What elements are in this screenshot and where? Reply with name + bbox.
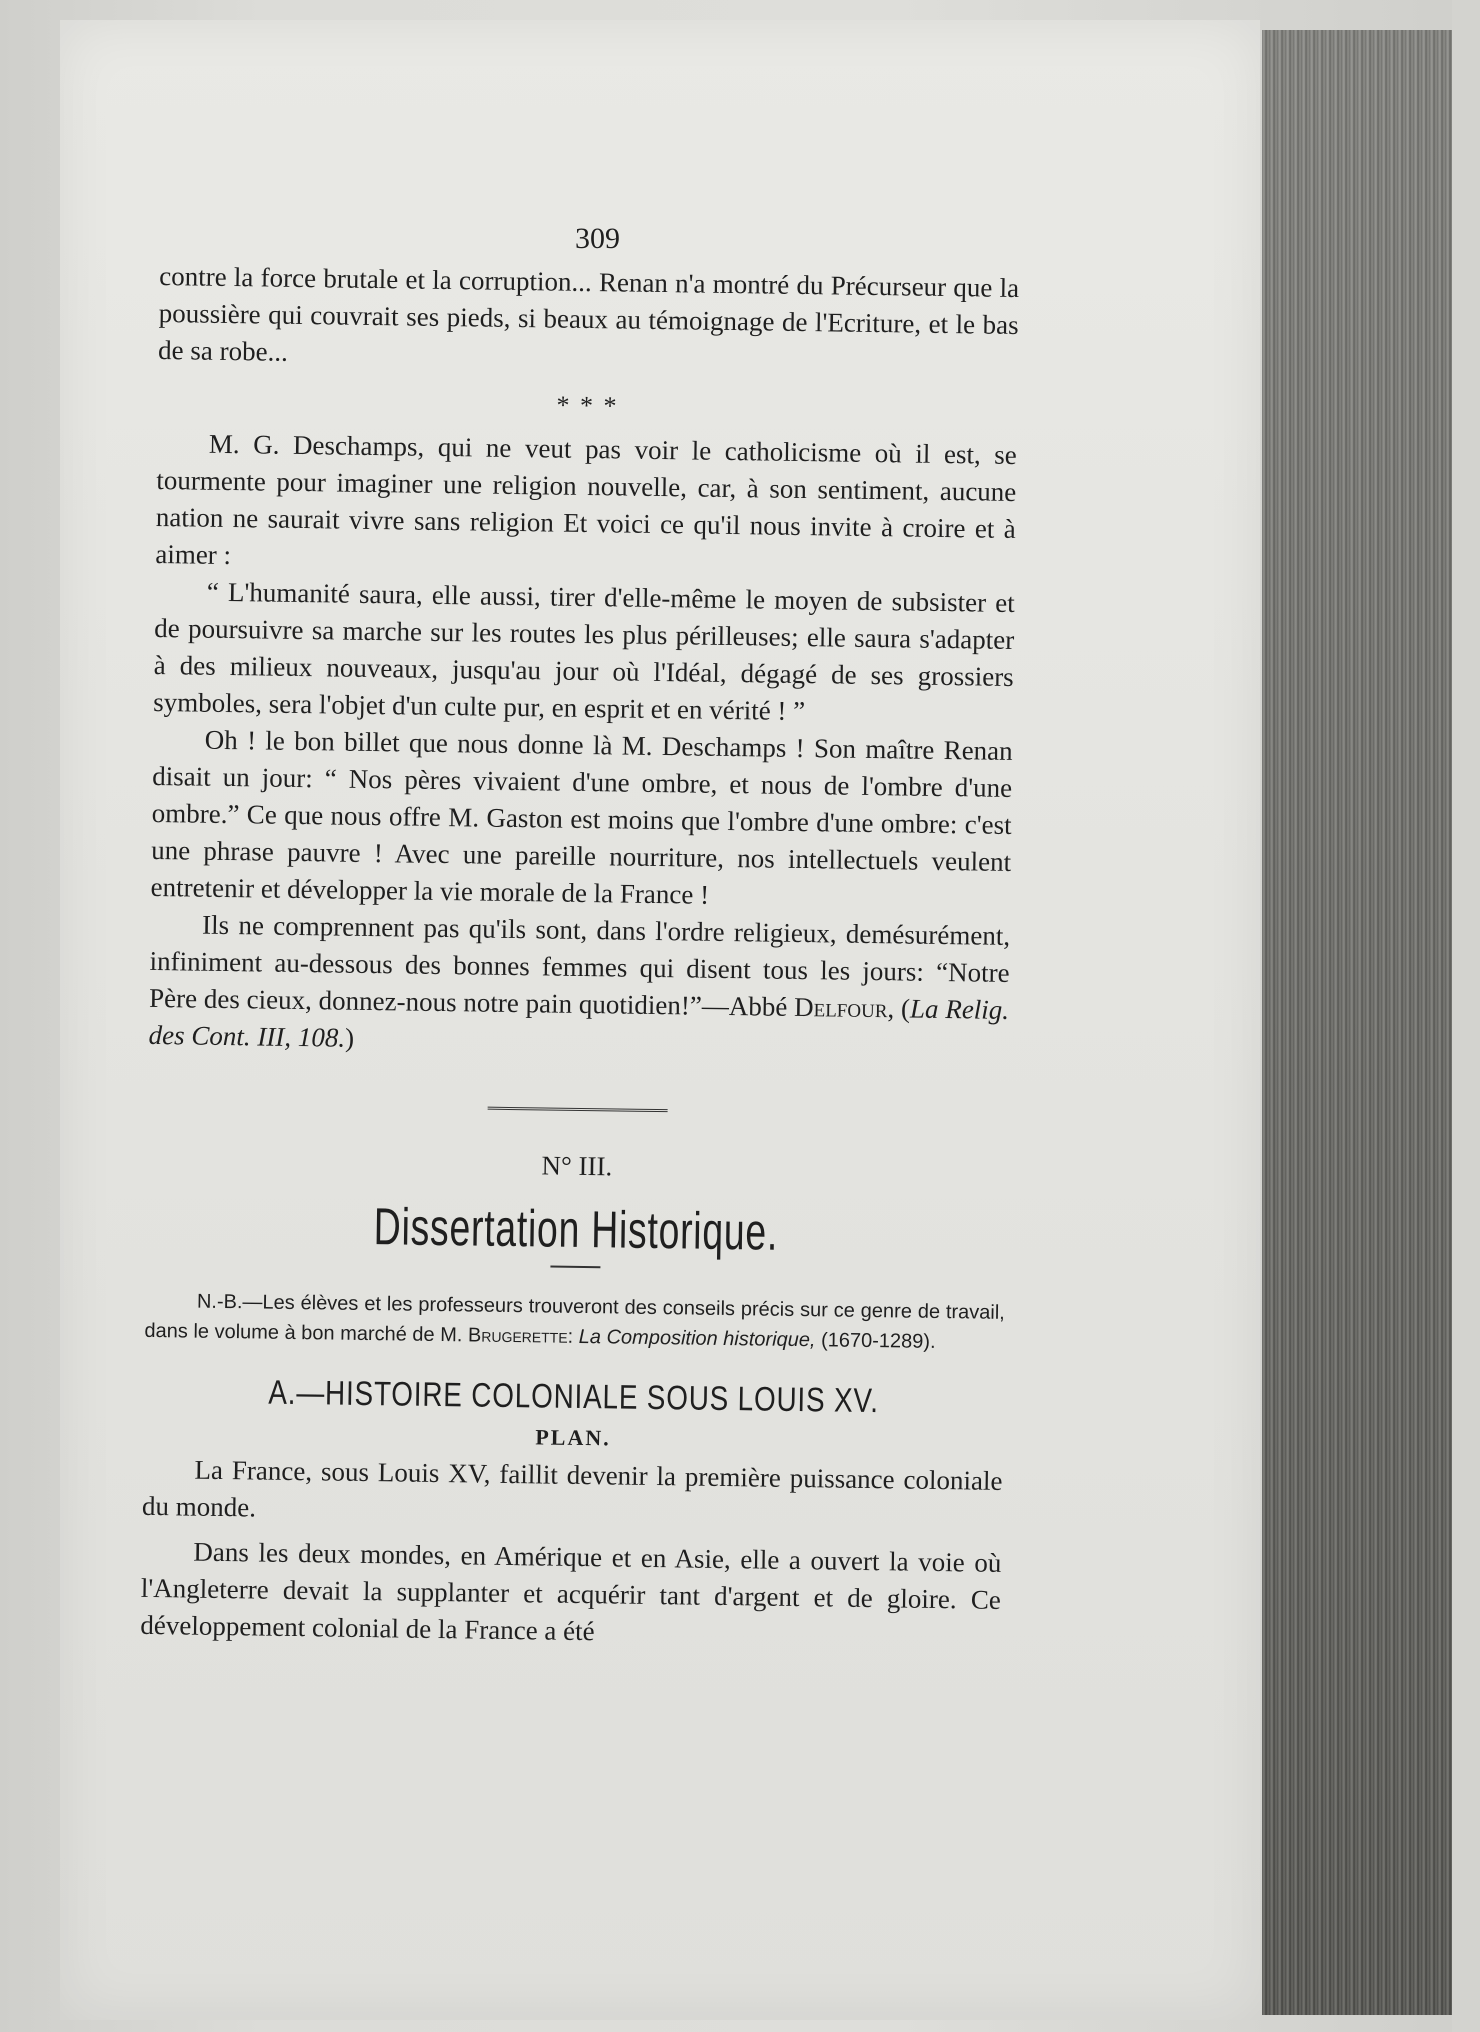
author-citation: Delfour — [793, 991, 888, 1024]
citation-separator: , ( — [887, 993, 911, 1024]
note-text: N.-B.—Les élèves et les professeurs trouveront des conseils précis sur ce genre de travail, dans le volume à bon marché de M. — [144, 1290, 1005, 1347]
section-title: Dissertation Historique. — [373, 1198, 779, 1262]
plan-label: PLAN. — [535, 1424, 611, 1451]
quote-paragraph: “ L'humanité saura, elle aussi, tirer d'elle-même le moyen de subsister et de poursuivre sa marche sur les routes les plus périlleuses; elle saura s'adapter à des milieux nouveaux, jusqu'au jour où l'Idéal, dégagé de ses grossiers symboles, sera l'objet d'un culte pur, en esprit et en vérité ! ” — [153, 576, 1015, 727]
oh-paragraph: Oh ! le bon billet que nous donne là M. Deschamps ! Son maître Renan disait un jour: “ Nos pères vivaient d'une ombre, et nous de l'ombre d'une ombre.” Ce que nous offre M. Gaston est moins que l'ombre d'une ombre: c'est une phrase pauvre ! Avec une pareille nourriture, nos intellectuels veulent entretenir et développer la vie morale de la France ! — [150, 724, 1013, 910]
section-number: N° III. — [541, 1150, 613, 1182]
title-rule — [550, 1266, 600, 1269]
section-stars: * * * — [556, 390, 619, 421]
page-number: 309 — [575, 222, 620, 255]
page-edge-shade — [1262, 30, 1452, 2015]
ils-text: Ils ne comprennent pas qu'ils sont, dans l'ordre religieux, demésurément, infiniment au-dessous des bonnes femmes qui disent tous les jours: “Notre Père des cieux, donnez-nous notre pain quotidien!”—Abbé — [148, 909, 1011, 1022]
subsection-title: A.—HISTOIRE COLONIALE SOUS LOUIS XV. — [268, 1373, 880, 1421]
ornamental-divider — [487, 1107, 667, 1121]
note-dates: (1670-1289). — [815, 1329, 936, 1353]
nb-note — [144, 1286, 1005, 1358]
page-body — [140, 220, 1020, 1656]
background-margin — [1452, 0, 1480, 2032]
work-citation: La Relig. des Cont. III, 108. — [148, 993, 1010, 1053]
note-author: Brugerette: — [467, 1324, 574, 1348]
continuation-paragraph: contre la force brutale et la corruption... Renan n'a montré du Précurseur que la poussière qui couvrait ses pieds, si beaux au témoignage de l'Ecriture, et le bas de sa robe... — [157, 260, 1020, 367]
note-work: La Composition historique, — [578, 1325, 816, 1352]
citation-close: ) — [344, 1022, 355, 1053]
ils-paragraph — [148, 906, 1010, 1066]
deschamps-paragraph: M. G. Deschamps, qui ne veut pas voir le catholicisme où il est, se tourmente pour imaginer une religion nouvelle, car, à son sentiment, aucune nation ne saurait vivre sans religion Et voici ce qu'il nous invite à croire et à aimer : — [155, 428, 1018, 571]
plan-paragraph-1: La France, sous Louis XV, faillit devenir la première puissance coloniale du monde. — [141, 1454, 1003, 1523]
plan-paragraph-2: Dans les deux mondes, en Amérique et en Asie, elle a ouvert la voie où l'Angleterre devait la supplanter et acquérir tant d'argent et de gloire. Ce développement colonial de la France a été — [140, 1536, 1002, 1647]
